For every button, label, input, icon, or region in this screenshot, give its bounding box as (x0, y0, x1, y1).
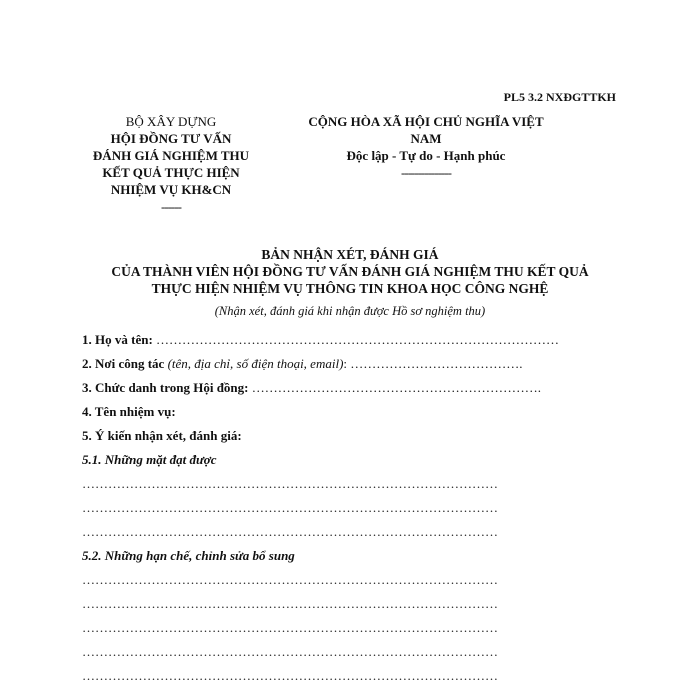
ministry-name: BỘ XÂY DỰNG (125, 114, 217, 129)
title-line: THỰC HIỆN NHIỆM VỤ THÔNG TIN KHOA HỌC CÔNG NGHỆ (151, 281, 549, 296)
name-label: 1. Họ và tên: (82, 332, 153, 347)
task-label: 4. Tên nhiệm vụ: (82, 404, 176, 419)
country-name-line: CỘNG HÒA XÃ HỘI CHỦ NGHĨA VIỆT (308, 114, 544, 129)
council-line: ĐÁNH GIÁ NGHIỆM THU (92, 148, 250, 163)
form-code: PL5 3.2 NXĐGTTKH (503, 90, 616, 104)
limitations-blank-line: …………………………………………………………………………………… (82, 644, 498, 659)
left-separator: ------ (161, 199, 181, 214)
title-line: BẢN NHẬN XÉT, ĐÁNH GIÁ (261, 247, 439, 262)
section-limitations-title: 5.2. Những hạn chế, chỉnh sửa bổ sung (82, 548, 295, 563)
name-field (82, 328, 612, 352)
workplace-hint: (tên, địa chỉ, số điện thoại, email) (167, 356, 344, 371)
title-line: CỦA THÀNH VIÊN HỘI ĐỒNG TƯ VẤN ĐÁNH GIÁ NGHIỆM THU KẾT QUẢ (111, 264, 589, 279)
task-field (82, 400, 612, 424)
document-title (50, 246, 650, 297)
achievements-blank-line: …………………………………………………………………………………… (82, 476, 498, 491)
limitations-blank-line: …………………………………………………………………………………… (82, 596, 498, 611)
council-line: HỘI ĐỒNG TƯ VẤN (110, 131, 232, 146)
national-header (284, 113, 568, 181)
document-subtitle: (Nhận xét, đánh giá khi nhận được Hồ sơ nghiệm thu) (214, 304, 486, 318)
workplace-blank: : …………………………………. (343, 356, 523, 371)
country-name-line: NAM (410, 131, 442, 146)
form-fields (82, 328, 612, 688)
opinion-field (82, 424, 612, 448)
issuing-agency-header (76, 113, 266, 215)
name-blank: ………………………………………………………………………………… (156, 332, 560, 347)
limitations-blank-line: …………………………………………………………………………………… (82, 668, 498, 683)
limitations-blank-line: …………………………………………………………………………………… (82, 620, 498, 635)
achievements-blank-line: …………………………………………………………………………………… (82, 524, 498, 539)
position-field (82, 376, 612, 400)
workplace-field (82, 352, 612, 376)
achievements-blank-line: …………………………………………………………………………………… (82, 500, 498, 515)
council-line: NHIỆM VỤ KH&CN (110, 182, 232, 197)
workplace-label: 2. Nơi công tác (82, 356, 165, 371)
council-line: KẾT QUẢ THỰC HIỆN (102, 165, 240, 180)
opinion-label: 5. Ý kiến nhận xét, đánh giá: (82, 428, 242, 443)
position-label: 3. Chức danh trong Hội đồng: (82, 380, 249, 395)
national-motto: Độc lập - Tự do - Hạnh phúc (346, 148, 506, 163)
right-separator: --------------- (401, 165, 451, 180)
limitations-blank-line: …………………………………………………………………………………… (82, 572, 498, 587)
section-achievements-title: 5.1. Những mặt đạt được (82, 452, 217, 467)
position-blank: …………………………………………………………. (251, 380, 541, 395)
